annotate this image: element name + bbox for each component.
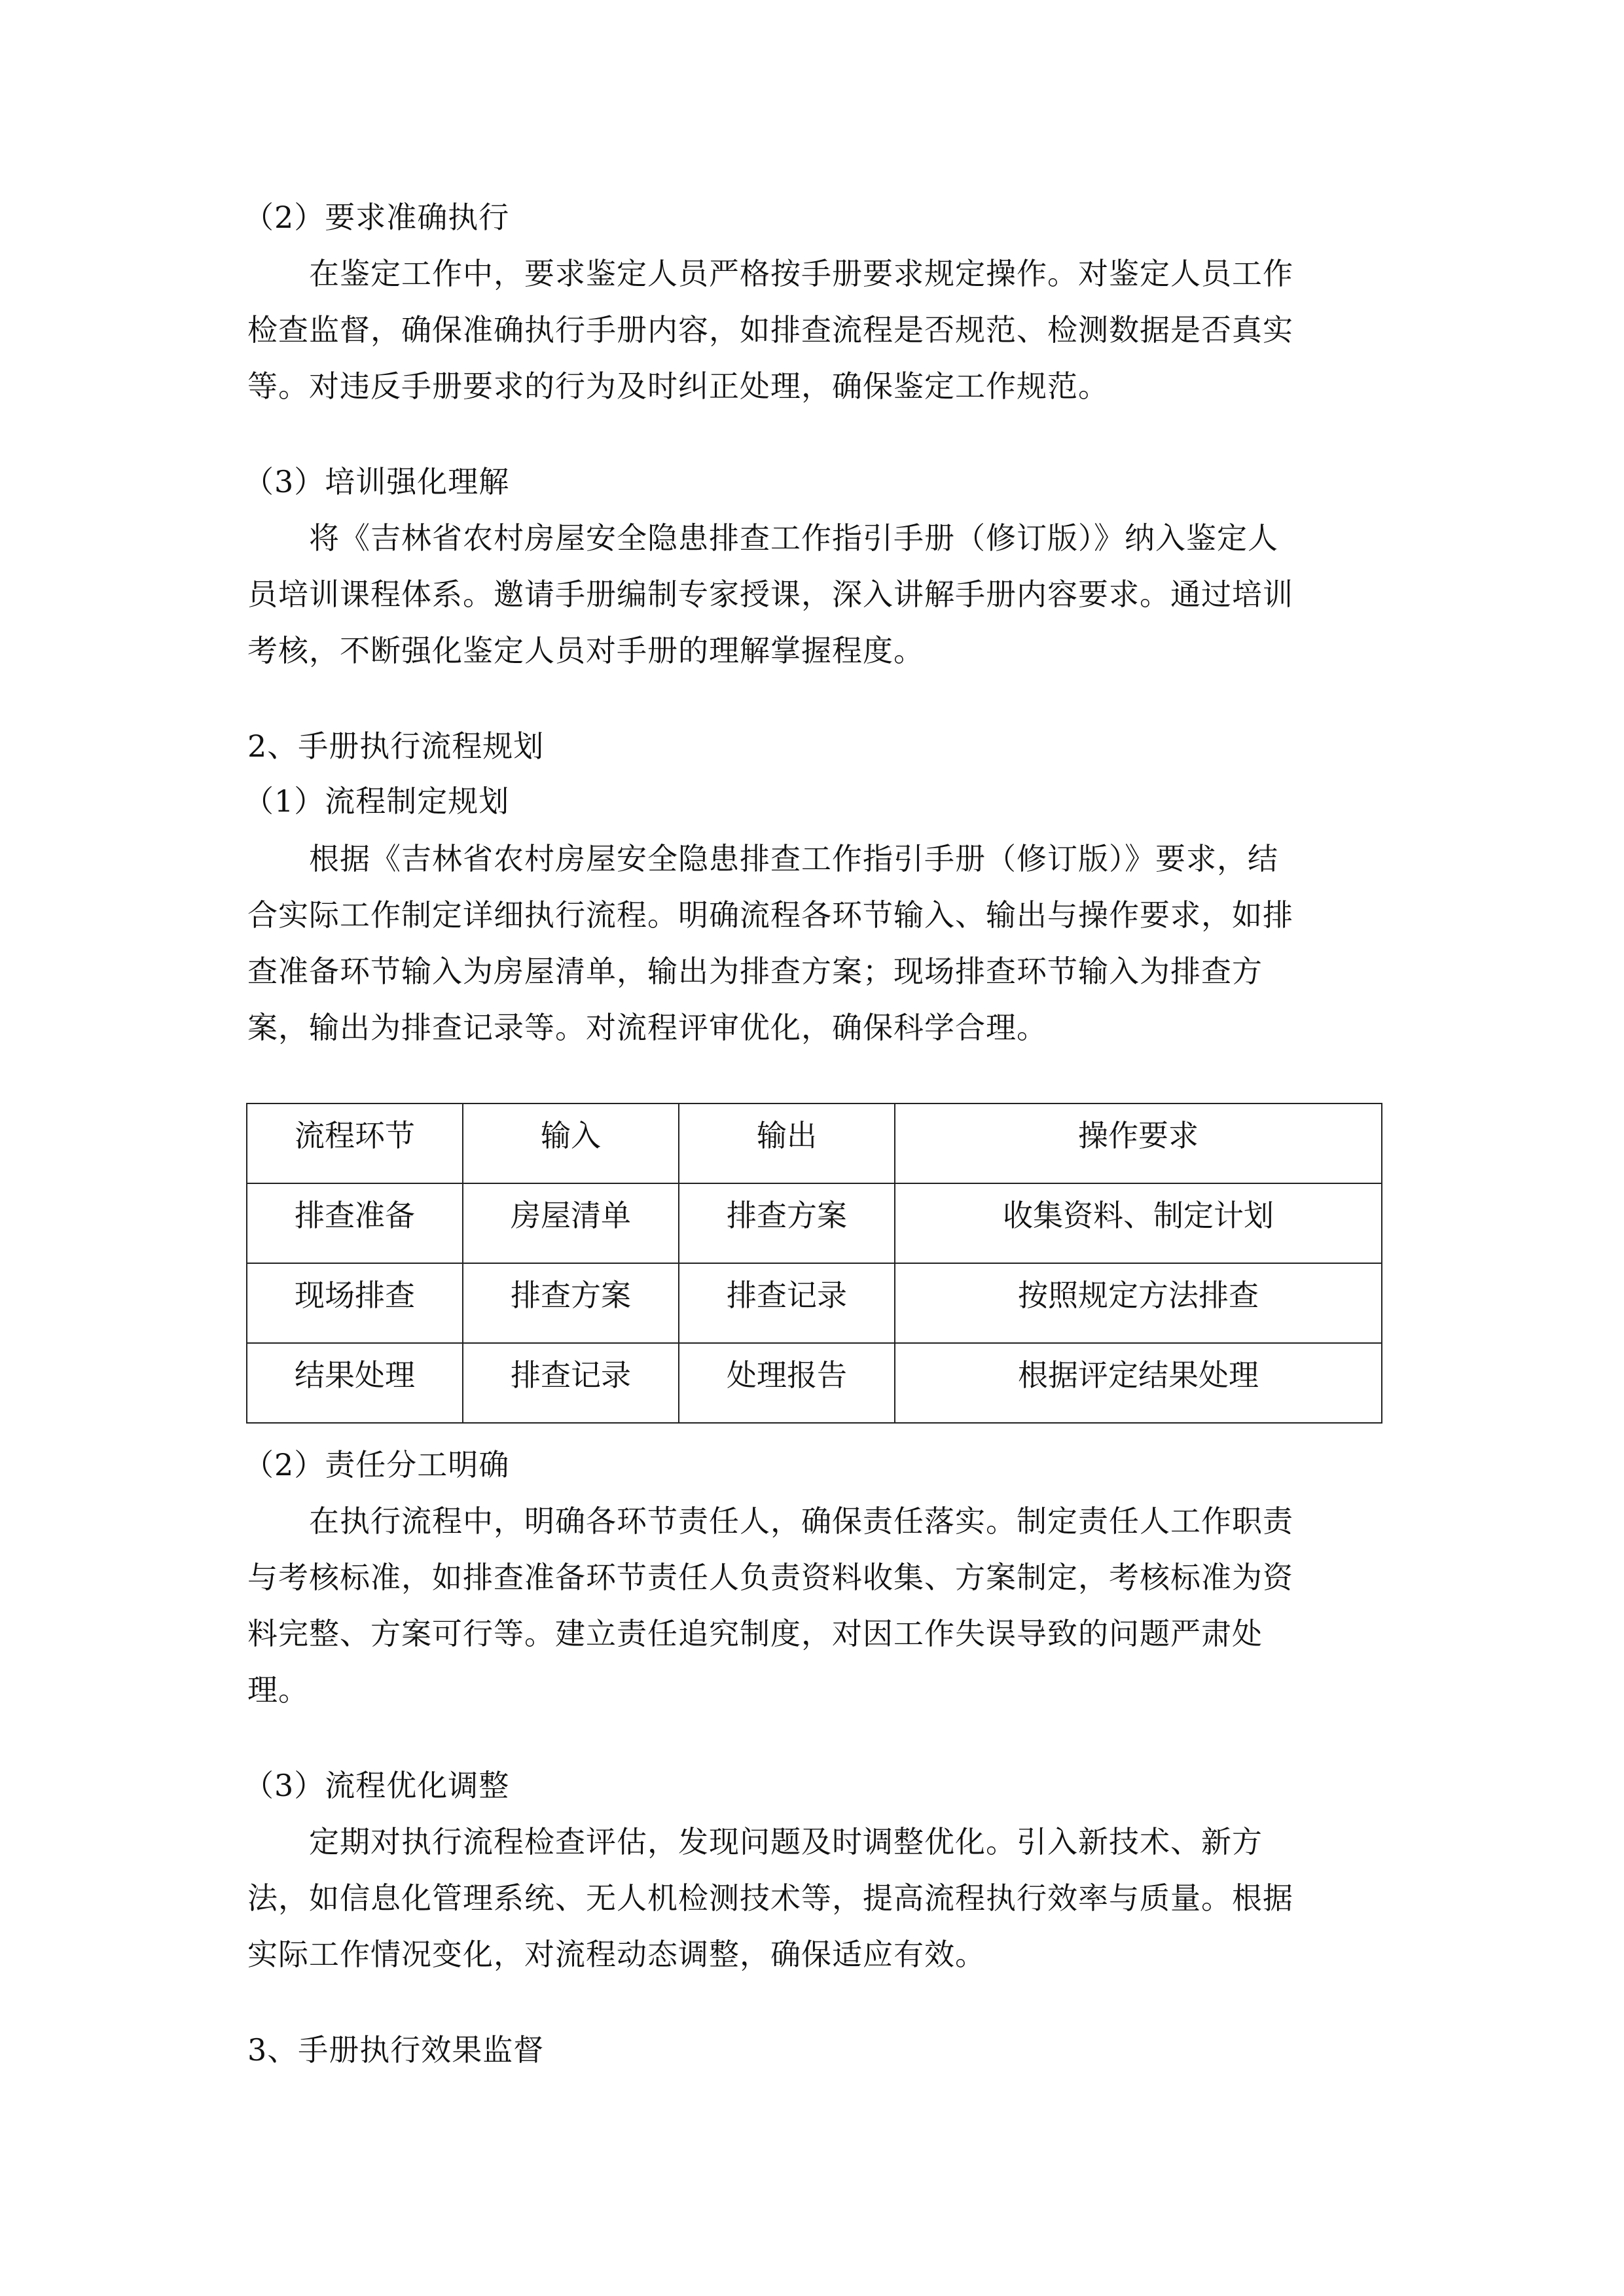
paragraph-line: 考核，不断强化鉴定人员对手册的理解掌握程度。 [247, 633, 924, 668]
table-header-cell: 输出 [679, 1103, 895, 1183]
paragraph-line: 定期对执行流程检查评估，发现问题及时调整优化。引入新技术、新方 [309, 1824, 1263, 1859]
table-header-cell: 操作要求 [895, 1103, 1382, 1183]
paragraph-line: 员培训课程体系。邀请手册编制专家授课，深入讲解手册内容要求。通过培训 [247, 577, 1293, 612]
paragraph-line: 案，输出为排查记录等。对流程评审优化，确保科学合理。 [247, 1010, 1047, 1045]
paragraph-line: 实际工作情况变化，对流程动态调整，确保适应有效。 [247, 1937, 986, 1972]
section-heading: （3）培训强化理解 [244, 464, 510, 499]
table-row [247, 1263, 1382, 1343]
table-cell: 排查方案 [679, 1183, 895, 1263]
section-heading: （2）责任分工明确 [244, 1447, 510, 1482]
table-cell: 结果处理 [247, 1343, 463, 1423]
table-cell: 处理报告 [679, 1343, 895, 1423]
paragraph-line: 合实际工作制定详细执行流程。明确流程各环节输入、输出与操作要求，如排 [247, 897, 1293, 933]
paragraph-line: 查准备环节输入为房屋清单，输出为排查方案；现场排查环节输入为排查方 [247, 954, 1263, 989]
paragraph-line: 根据《吉林省农村房屋安全隐患排查工作指引手册（修订版）》要求，结 [309, 841, 1278, 876]
table-cell: 根据评定结果处理 [895, 1343, 1382, 1423]
table-cell: 排查记录 [463, 1343, 679, 1423]
paragraph-line: 在鉴定工作中，要求鉴定人员严格按手册要求规定操作。对鉴定人员工作 [309, 256, 1293, 291]
section-heading: （3）流程优化调整 [244, 1768, 510, 1803]
paragraph-line: 检查监督，确保准确执行手册内容，如排查流程是否规范、检测数据是否真实 [247, 312, 1293, 348]
chapter-heading: 2、手册执行流程规划 [247, 728, 545, 764]
table-header-cell: 流程环节 [247, 1103, 463, 1183]
paragraph-line: 将《吉林省农村房屋安全隐患排查工作指引手册（修订版）》纳入鉴定人 [309, 520, 1278, 556]
chapter-heading: 3、手册执行效果监督 [247, 2032, 545, 2068]
table-cell: 排查记录 [679, 1263, 895, 1343]
table-header-cell: 输入 [463, 1103, 679, 1183]
table-cell: 排查方案 [463, 1263, 679, 1343]
section-heading: （2）要求准确执行 [244, 200, 510, 235]
paragraph-line: 等。对违反手册要求的行为及时纠正处理，确保鉴定工作规范。 [247, 368, 1109, 404]
table-cell: 房屋清单 [463, 1183, 679, 1263]
process-table [246, 1103, 1382, 1424]
table-row [247, 1343, 1382, 1423]
paragraph-line: 理。 [247, 1672, 309, 1708]
paragraph-line: 法，如信息化管理系统、无人机检测技术等，提高流程执行效率与质量。根据 [247, 1880, 1293, 1916]
table-row [247, 1183, 1382, 1263]
paragraph-line: 与考核标准，如排查准备环节责任人负责资料收集、方案制定，考核标准为资 [247, 1560, 1293, 1595]
table-cell: 现场排查 [247, 1263, 463, 1343]
table-cell: 排查准备 [247, 1183, 463, 1263]
paragraph-line: 料完整、方案可行等。建立责任追究制度，对因工作失误导致的问题严肃处 [247, 1616, 1263, 1651]
table-cell: 按照规定方法排查 [895, 1263, 1382, 1343]
paragraph-line: 在执行流程中，明确各环节责任人，确保责任落实。制定责任人工作职责 [309, 1503, 1293, 1539]
table-header-row [247, 1103, 1382, 1183]
section-heading: （1）流程制定规划 [244, 783, 510, 819]
table-cell: 收集资料、制定计划 [895, 1183, 1382, 1263]
